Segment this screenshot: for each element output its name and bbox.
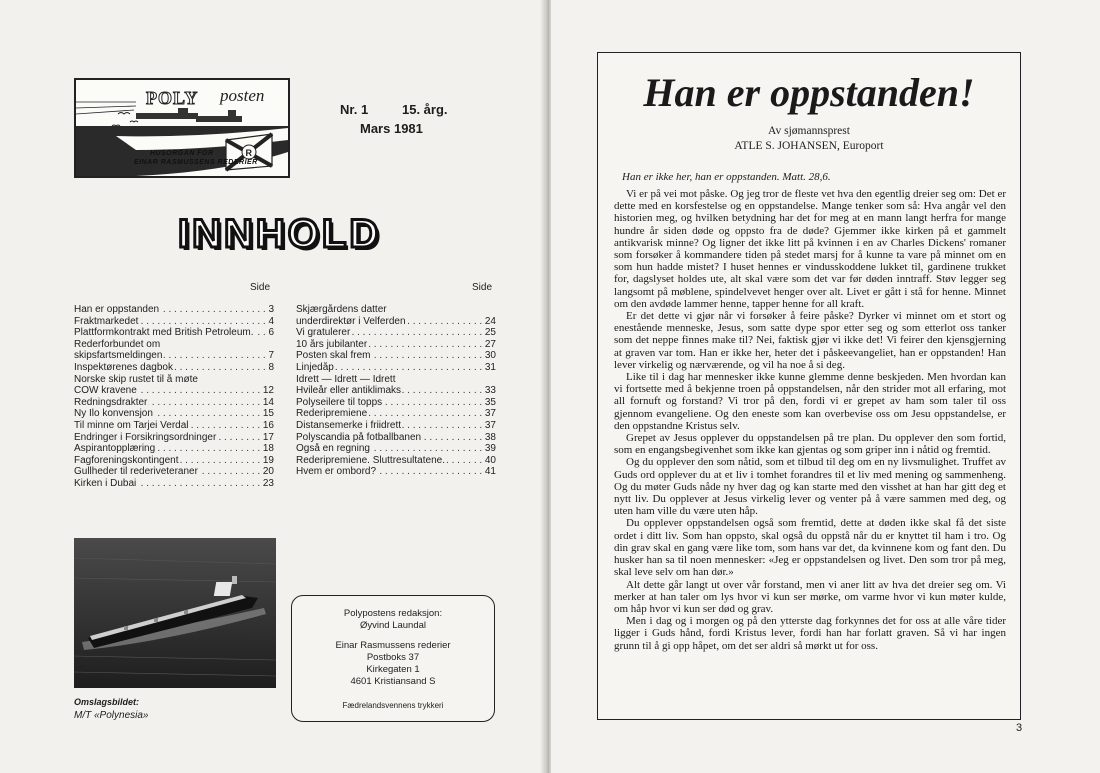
article-paragraph: Er det dette vi gjør når vi forsøker å feire påske? Dyrker vi minnet om et stort og enestående menneske, Jesus, som satte dype spor etter seg og som etterlot oss tanker som det neppe finnes make til? Nei, faktisk gjør vi ikke det! Vi feirer den kjensgjerning at graven var tom. Han er ikke her, heter det i påskeevangeliet, han er oppstanden! Han lever virkelig og nærværende, og vil ha noe å si deg.: [614, 310, 1006, 371]
article-paragraph: Vi er på vei mot påske. Og jeg tror de fleste vet hva den egentlig dreier seg om: Det er dette med en korsfestelse og en oppstandelse. Mange tenker som så: Hva angår vel den historien meg, og hvilken betydning har det for meg at en mann langt herfra for mange hundre år siden døde og oppsto fra de døde? Gjemmer ikke kirken på et gammelt antikvarisk minne? Og ligner det ikke litt på kvinnen i en av Charles Dickens' romaner som forsøker å kommandere tiden på stedet marsj for å kunne ta vare på minnet om en som hun hadde mistet? I huset hennes er vindusskoddene lukket til, gardinene trukket for, dagslyset holdes ute, alt skal være som det var før døden inntraff. Støv legger seg langsomt på møblene, spindelvevet henger over alt. Livet er gått i stå for henne. Minnet om den avdøde lammer henne, tapper henne for all kraft.: [614, 188, 1006, 310]
toc-entry-page: 18: [262, 443, 274, 455]
editorial-street: Kirkegaten 1: [366, 664, 420, 675]
toc-entry-page: 14: [262, 396, 274, 408]
article-paragraph: Og du opplever den som nåtid, som et tilbud til deg om en ny livsmulighet. Truffet av Guds ord opplever du at et liv i tomhet forandres til et liv med mening og sammenheng. Og du møter Guds nåde ny hver dag og kan starte med den visshet at han har gitt deg et nytt liv. Du opplever at Jesus virkelig lever og venter på å være sammen med deg, og uten ham ville du være uten håp.: [614, 456, 1006, 518]
toc-entry-title: Fagforeningskontingent: [74, 454, 179, 466]
article-body: [614, 188, 1006, 652]
cover-caption-label: Omslagsbildet:: [74, 697, 140, 707]
toc-entry-title: Kirken i Dubai: [74, 477, 137, 489]
toc-entry-page: 4: [268, 315, 274, 327]
toc-entry-page: 41: [484, 466, 496, 478]
toc-entry: [296, 408, 496, 420]
toc-entry: [296, 362, 496, 374]
toc-entry: [74, 339, 274, 351]
toc-entry-title: Norske skip rustet til å møte: [74, 373, 198, 385]
article-paragraph: Grepet av Jesus opplever du oppstandelsen på tre plan. Du opplever den som fortid, som en engangsbegivenhet som ikke kan gjentas og som griper inn i nåtid og fremtid.: [614, 432, 1006, 457]
toc-entry-title: Skjærgårdens datter: [296, 304, 387, 315]
toc-entry: [74, 362, 274, 374]
toc-entry-title: Hvem er ombord?: [296, 466, 377, 478]
toc-entry-page: 3: [268, 304, 274, 315]
toc-entry: [74, 385, 274, 397]
toc-entry-title: Endringer i Forsikringsordninger: [74, 431, 217, 443]
toc-entry-page: 24: [484, 315, 496, 327]
toc-entry-page: 37: [484, 408, 496, 420]
toc-entry-page: 23: [262, 477, 274, 489]
toc-entry-page: 37: [484, 419, 496, 431]
editorial-printer: Fædrelandsvennens trykkeri: [342, 701, 444, 710]
toc-entry-page: 19: [262, 454, 274, 466]
toc-entry: [74, 397, 274, 409]
toc-entry: [296, 374, 496, 386]
masthead-script-text: posten: [220, 86, 265, 105]
toc-entry: [74, 408, 274, 420]
toc-entry-page: 25: [484, 327, 496, 339]
toc-entry: [74, 304, 274, 316]
masthead-logo-text: POLY: [146, 88, 199, 108]
toc-entry-title: Polyscandia på fotballbanen: [296, 431, 422, 443]
toc-entry-title: Til minne om Tarjei Verdal: [74, 419, 189, 431]
editorial-po-box: Postboks 37: [366, 652, 420, 663]
toc-entry-page: 38: [484, 431, 496, 443]
toc-entry-title: underdirektør i Velferden: [296, 315, 406, 327]
masthead-tagline-2: EINAR RASMUSSENS REDERIER: [134, 159, 258, 166]
editorial-editor: Øyvind Laundal: [359, 620, 427, 631]
toc-entry: [296, 339, 496, 351]
toc-entry-page: 15: [262, 408, 274, 420]
toc-entry: [296, 432, 496, 444]
article-author: ATLE S. JOHANSEN, Europort: [734, 140, 884, 152]
cover-photo: [74, 538, 276, 688]
toc-entry: [74, 420, 274, 432]
toc-entry: [296, 443, 496, 455]
toc-entry-title: Gullheder til rederiveteraner: [74, 466, 198, 478]
toc-entry-title: Redningsdrakter: [74, 396, 148, 408]
toc-entry-title: Polyseilere til topps: [296, 396, 383, 408]
toc-entry: [296, 327, 496, 339]
editorial-city: 4601 Kristiansand S: [350, 676, 436, 687]
article-paragraph: Du opplever oppstandelsen også som fremtid, dette at døden ikke skal få det siste ordet i ditt liv. Som han oppsto, skal også du oppstå når du er knyttet til ham i tro. Og din grav skal en gang være like tom, som hans var det, da kvinnene kom og fant den. Du husker han sa til noen mennesker: «Jeg er oppstandelsen og livet. Den som tror på meg, skal leve selv om han dør.»: [614, 517, 1006, 579]
article-paragraph: Men i dag og i morgen og på den ytterste dag forkynnes det for oss at alle våre tider ligger i Guds hånd, fordi Kristus lever, fordi han har forlatt graven. Så vi har ingen grunn til å gi opp håpet, om det ser aldri så mørkt ut for oss.: [614, 615, 1006, 652]
toc-entry-title: Ny Ilo konvensjon: [74, 408, 153, 420]
toc-entry: [296, 397, 496, 409]
masthead-tagline-1: HUSORGAN FOR: [150, 150, 214, 157]
toc-entry-title: Fraktmarkedet: [74, 315, 139, 327]
toc-entry: [296, 385, 496, 397]
toc-entry: [74, 432, 274, 444]
contents-heading: INNHOLD: [178, 212, 382, 256]
toc-entry-page: 20: [262, 466, 274, 478]
toc-entry: [74, 478, 274, 490]
toc-entry-title: skipsfartsmeldingen: [74, 350, 163, 362]
cover-caption-ship: M/T «Polynesia»: [74, 710, 149, 721]
toc-entry-title: Rederforbundet om: [74, 338, 161, 350]
toc-entry: [74, 316, 274, 328]
toc-entry: [74, 327, 274, 339]
toc-entry: [74, 443, 274, 455]
toc-entry-title: Linjedåp: [296, 361, 334, 373]
toc-entry-title: Idrett — Idrett — Idrett: [296, 373, 396, 385]
toc-entry-page: 30: [484, 350, 496, 362]
toc-entry-title: COW kravene: [74, 385, 137, 397]
toc-entry-page: 16: [262, 419, 274, 431]
toc-right-column: [296, 304, 496, 478]
issue-year: 15. årg.: [402, 102, 448, 117]
toc-entry: [296, 304, 496, 316]
article-box: [597, 52, 1021, 720]
editorial-company: Einar Rasmussens rederier: [335, 640, 451, 651]
toc-entry-title: 10 års jubilanter: [296, 338, 368, 350]
article-title: Han er oppstanden!: [643, 70, 975, 115]
toc-entry: [74, 455, 274, 467]
svg-text:R: R: [245, 148, 252, 158]
toc-entry-page: 6: [268, 327, 274, 339]
toc-entry-page: 31: [484, 361, 496, 373]
tanker-ship-image: [74, 538, 276, 688]
toc-entry-page: 33: [484, 385, 496, 397]
toc-entry-title: Inspektørenes dagbok: [74, 361, 173, 373]
toc-entry-title: Rederipremiene: [296, 408, 368, 420]
article-paragraph: Like til i dag har mennesker ikke kunne glemme denne beskjeden. Men hvordan kan vi fortsette med å bekjenne troen på oppstandelsen, når den strider mot all erfaring, mot all fornuft og forstand? Vi tror på den, fordi vi er grepet av ham som taler til oss gjennom evangeliene. Og den eneste som kan overbevise oss om Jesu oppstandelse, er den oppstandne Kristus selv.: [614, 371, 1006, 432]
toc-entry-page: 12: [262, 385, 274, 397]
editorial-heading: Polypostens redaksjon:: [343, 608, 443, 619]
toc-entry-page: 8: [268, 361, 274, 373]
toc-entry-title: Posten skal frem: [296, 350, 371, 362]
toc-entry-title: Vi gratulerer: [296, 327, 351, 339]
toc-entry-title: Rederipremiene. Sluttresultatene.: [296, 454, 445, 466]
toc-entry: [296, 420, 496, 432]
toc-entry: [296, 455, 496, 467]
editorial-box: [291, 595, 495, 722]
toc-entry-page: 27: [484, 338, 496, 350]
toc-entry-title: Aspirantopplæring: [74, 443, 156, 455]
page-number: 3: [1016, 722, 1023, 734]
toc-entry: [296, 466, 496, 478]
toc-entry: [296, 350, 496, 362]
toc-entry-title: Han er oppstanden: [74, 304, 160, 315]
toc-entry-page: 40: [484, 454, 496, 466]
toc-left-column: [74, 304, 274, 490]
side-label-right: Side: [472, 282, 493, 293]
article-epigraph: Han er ikke her, han er oppstanden. Matt. 28,6.: [622, 171, 831, 183]
toc-entry: [74, 466, 274, 478]
toc-entry-title: Plattformkontrakt med British Petroleum.: [74, 327, 254, 339]
toc-entry-title: Også en regning: [296, 443, 370, 455]
toc-entry-page: 35: [484, 396, 496, 408]
toc-entry-title: Hvileår eller antiklimaks: [296, 385, 402, 397]
article-paragraph: Alt dette går langt ut over vår forstand, men vi aner litt av hva det dreier seg om. Vi merker at han taler om lys hvor vi kun ser mørke, om varme hvor vi kun møter kulde, om håp hvor vi kun ser død og grav.: [614, 578, 1006, 615]
left-page: [0, 0, 545, 773]
issue-number: Nr. 1: [340, 102, 369, 117]
toc-entry: [296, 316, 496, 328]
toc-entry-page: 39: [484, 443, 496, 455]
toc-entry-title: Distansemerke i friidrett: [296, 419, 402, 431]
toc-entry-page: 17: [262, 431, 274, 443]
article-byline-prefix: Av sjømannsprest: [768, 125, 850, 137]
toc-entry: [74, 374, 274, 386]
toc-entry: [74, 350, 274, 362]
issue-month: Mars 1981: [360, 121, 423, 136]
masthead-logo: [74, 78, 290, 178]
toc-entry-page: 7: [268, 350, 274, 362]
side-label-left: Side: [250, 282, 271, 293]
